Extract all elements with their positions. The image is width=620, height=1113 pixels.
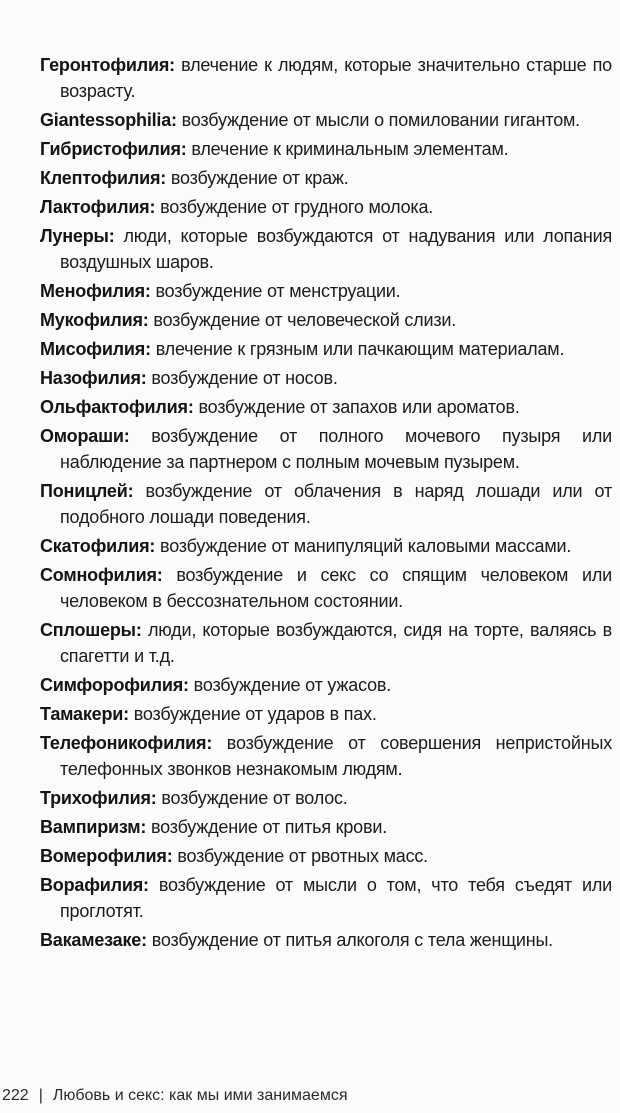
glossary-entry xyxy=(40,223,612,275)
glossary-entry xyxy=(40,814,612,840)
glossary-entry xyxy=(40,52,612,104)
entry-definition: возбуждение от мысли о том, что тебя съедят или проглотят. xyxy=(60,875,612,921)
entry-term: Скатофилия: xyxy=(40,536,156,556)
book-title: Любовь и секс: как мы ими занимаемся xyxy=(52,1087,348,1104)
entry-term: Тамакери: xyxy=(40,704,129,724)
entry-term: Лунеры: xyxy=(40,226,115,246)
glossary-list xyxy=(40,52,612,956)
glossary-entry xyxy=(40,307,612,333)
glossary-entry xyxy=(40,478,612,530)
entry-term: Вампиризм: xyxy=(40,817,147,837)
entry-definition: влечение к грязным или пачкающим материалам. xyxy=(155,339,565,359)
page-footer xyxy=(2,1086,347,1106)
glossary-entry xyxy=(40,423,612,475)
entry-term: Сплошеры: xyxy=(40,620,142,640)
glossary-entry xyxy=(40,785,612,811)
entry-term: Мукофилия: xyxy=(40,310,149,330)
entry-term: Мисофилия: xyxy=(40,339,151,359)
page-number: 222 xyxy=(2,1087,29,1104)
entry-term: Гибристофилия: xyxy=(40,139,187,159)
entry-definition: возбуждение от манипуляций каловыми массами. xyxy=(160,536,572,556)
glossary-entry xyxy=(40,672,612,698)
entry-definition: возбуждение от питья крови. xyxy=(150,817,387,837)
entry-term: Вакамезаке: xyxy=(40,930,147,950)
entry-term: Менофилия: xyxy=(40,281,151,301)
entry-definition: возбуждение от мысли о помиловании гигантом. xyxy=(181,110,580,130)
glossary-entry xyxy=(40,194,612,220)
entry-term: Ворафилия: xyxy=(40,875,149,895)
entry-term: Геронтофилия: xyxy=(40,55,175,75)
entry-definition: возбуждение от питья алкоголя с тела женщины. xyxy=(151,930,553,950)
entry-definition: возбуждение от ужасов. xyxy=(193,675,392,695)
glossary-entry xyxy=(40,394,612,420)
glossary-entry xyxy=(40,701,612,727)
glossary-entry xyxy=(40,278,612,304)
entry-definition: возбуждение от краж. xyxy=(170,168,349,188)
footer-separator: | xyxy=(38,1087,43,1104)
entry-term: Телефоникофилия: xyxy=(40,733,213,753)
entry-term: Вомерофилия: xyxy=(40,846,173,866)
entry-term: Назофилия: xyxy=(40,368,147,388)
entry-definition: люди, которые возбуждаются от надувания или лопания воздушных шаров. xyxy=(60,226,612,272)
glossary-entry xyxy=(40,843,612,869)
entry-definition: возбуждение от волос. xyxy=(161,788,348,808)
entry-definition: возбуждение от совершения непристойных телефонных звонков незнакомым людям. xyxy=(60,733,612,779)
entry-definition: влечение к людям, которые значительно старше по возрасту. xyxy=(60,55,612,101)
entry-term: Трихофилия: xyxy=(40,788,157,808)
entry-definition: возбуждение от грудного молока. xyxy=(160,197,434,217)
entry-term: Ольфактофилия: xyxy=(40,397,194,417)
entry-definition: возбуждение и секс со спящим человеком или человеком в бессознательном состоянии. xyxy=(60,565,612,611)
glossary-entry xyxy=(40,165,612,191)
entry-term: Клептофилия: xyxy=(40,168,167,188)
entry-term: Сомнофилия: xyxy=(40,565,163,585)
glossary-entry xyxy=(40,730,612,782)
glossary-entry xyxy=(40,617,612,669)
entry-definition: влечение к криминальным элементам. xyxy=(191,139,509,159)
entry-definition: возбуждение от полного мочевого пузыря или наблюдение за партнером с полным мочевым пузырем. xyxy=(60,426,612,472)
entry-term: Лактофилия: xyxy=(40,197,156,217)
entry-definition: возбуждение от облачения в наряд лошади или от подобного лошади поведения. xyxy=(60,481,612,527)
glossary-entry xyxy=(40,336,612,362)
glossary-entry xyxy=(40,872,612,924)
glossary-entry xyxy=(40,533,612,559)
glossary-entry xyxy=(40,365,612,391)
entry-definition: возбуждение от менструации. xyxy=(155,281,401,301)
entry-term: Giantessophilia: xyxy=(40,110,177,130)
glossary-entry xyxy=(40,927,612,953)
glossary-entry xyxy=(40,136,612,162)
entry-term: Симфорофилия: xyxy=(40,675,189,695)
glossary-entry xyxy=(40,107,612,133)
entry-term: Поницлей: xyxy=(40,481,134,501)
entry-definition: возбуждение от человеческой слизи. xyxy=(153,310,457,330)
entry-definition: люди, которые возбуждаются, сидя на торте, валяясь в спагетти и т.д. xyxy=(60,620,612,666)
entry-definition: возбуждение от рвотных масс. xyxy=(177,846,428,866)
entry-definition: возбуждение от запахов или ароматов. xyxy=(198,397,520,417)
entry-definition: возбуждение от носов. xyxy=(151,368,338,388)
entry-definition: возбуждение от ударов в пах. xyxy=(133,704,377,724)
entry-term: Омораши: xyxy=(40,426,130,446)
glossary-entry xyxy=(40,562,612,614)
